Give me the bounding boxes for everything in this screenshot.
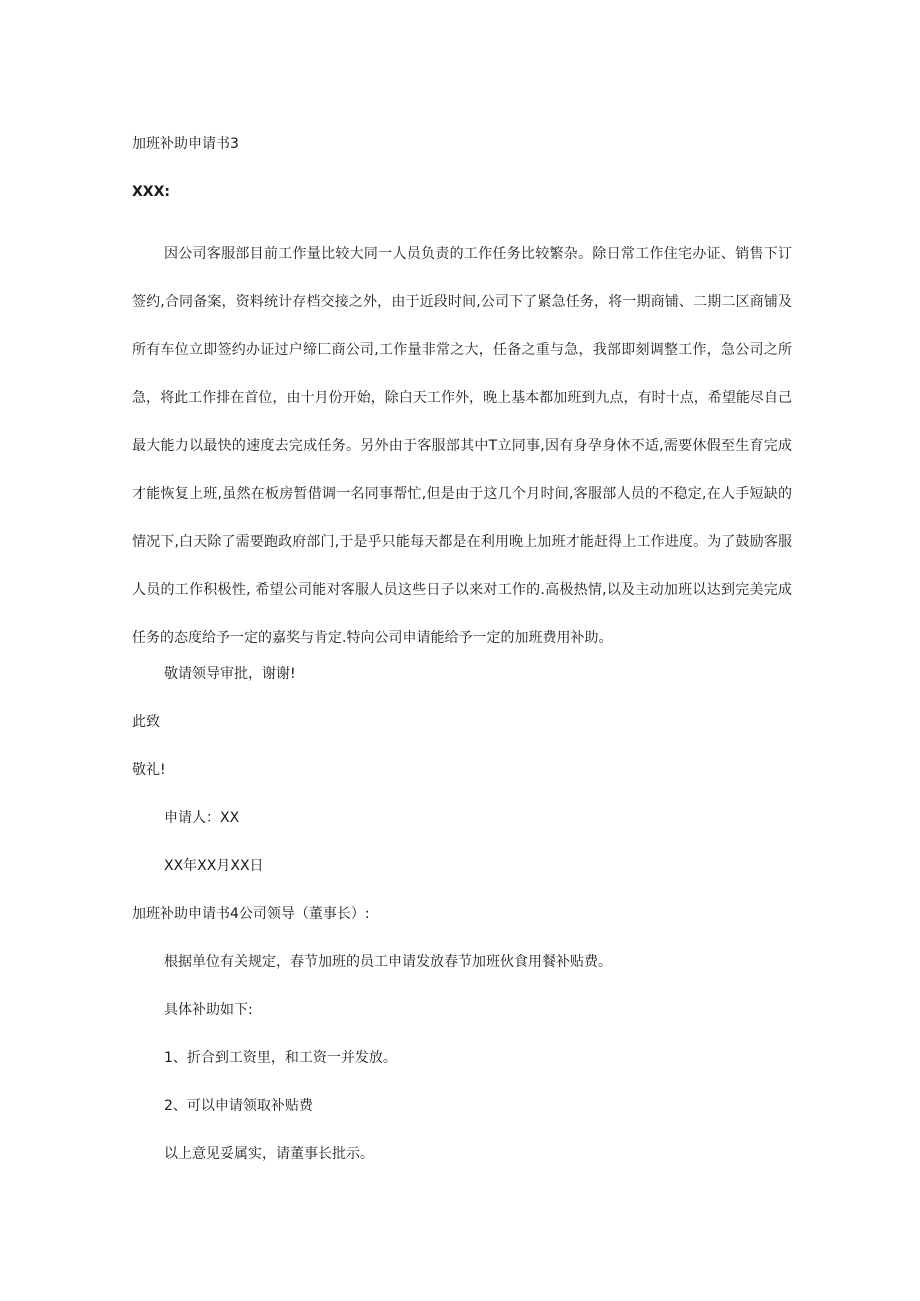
paragraph-4-2: 具体补助如下: (164, 1002, 253, 1018)
doc-title-3: 加班补助申请书3 (132, 136, 239, 152)
paragraph-4-3: 以上意见妥属实，请董事长批示。 (164, 1146, 374, 1162)
paragraph-4-1: 根据单位有关规定，春节加班的员工申请发放春节加班伙食用餐补贴费。 (164, 954, 612, 970)
closing-line-2: 敬礼! (132, 762, 166, 778)
doc-title-4: 加班补助申请书4公司领导（董事长）: (132, 906, 370, 922)
applicant-line: 申请人：XX (164, 810, 240, 826)
list-item-2: 2、可以申请领取补贴费 (164, 1098, 313, 1114)
body-paragraph: 因公司客服部目前工作量比较大同一人员负责的工作任务比较繁杂。除日常工作住宅办证、销售下订签约,合同备案，资料统计存档交接之外，由于近段时间,公司下了紧急任务，将一期商铺、二期二区商铺及所有车位立即签约办证过户缔匚商公司,工作量非常之大，任备之重与急，我部即刻调整工作，急公司之所急，将此工作排在首位，由十月份开始，除白天工作外，晚上基本都加班到九点，有时十点，希望能尽自己最大能力以最快的速度去完成任务。另外由于客服部其中T立同事,因有身孕身休不适,需要休假至生育完成才能恢复上班,虽然在板房暂借调一名同事帮忙,但是由于这几个月时间,客服部人员的不稳定,在人手短缺的情况下,白天除了需要跑政府部门,于是乎只能每天都是在利用晚上加班才能赶得上工作进度。为了鼓励客服人员的工作积极性, 希望公司能对客服人员这些日子以来对工作的.高极热情,以及主动加班以达到完美完成任务的态度给予一定的嘉奖与肯定.特向公司申请能给予一定的加班费用补助。 (132, 246, 792, 646)
date-line: XX年XX月XX日 (164, 858, 264, 874)
closing-line-1: 此致 (132, 714, 160, 730)
salutation: XXX: (132, 184, 170, 200)
list-item-1: 1、折合到工资里，和工资一并发放。 (164, 1050, 397, 1066)
request-line: 敬请领导审批，谢谢! (164, 666, 296, 682)
